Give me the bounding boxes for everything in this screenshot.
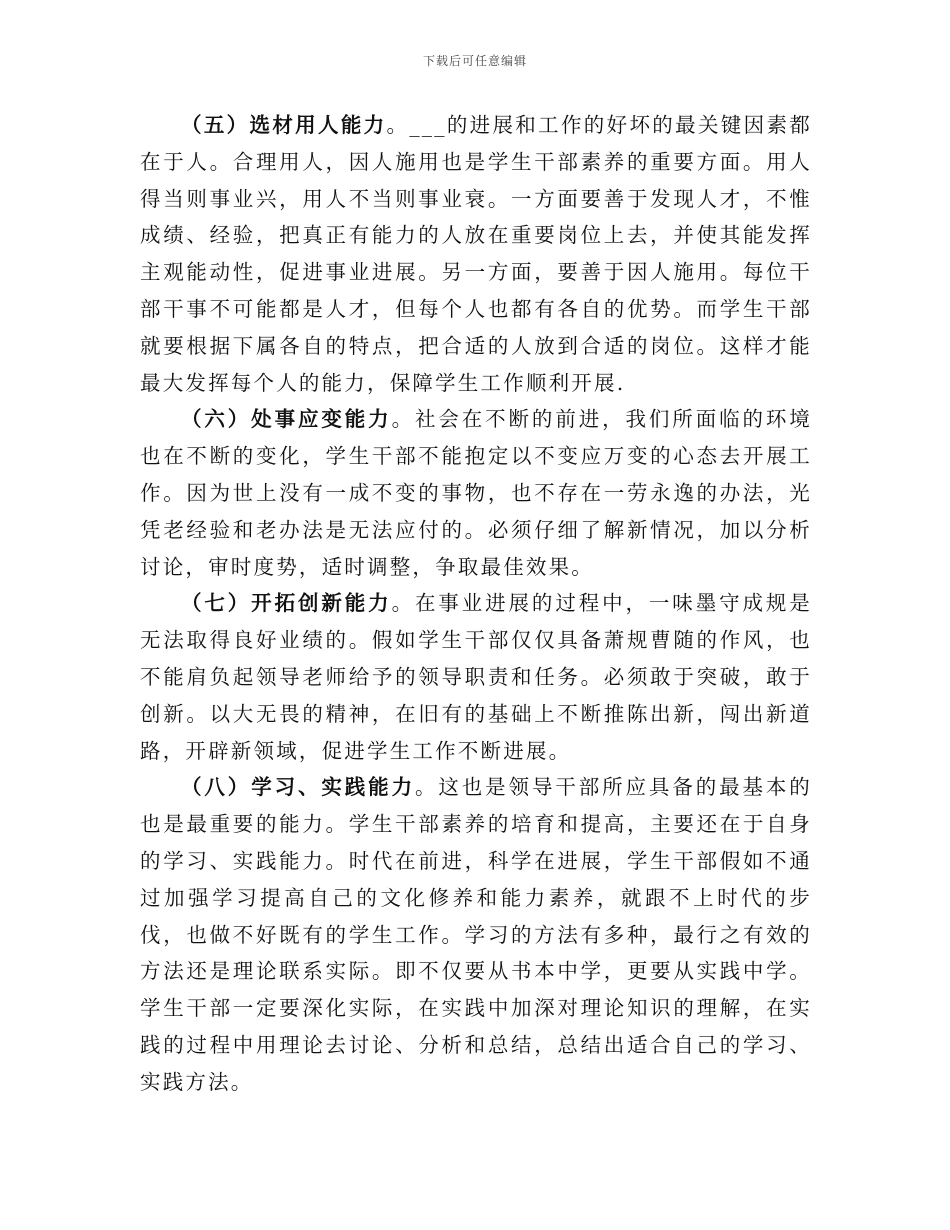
paragraph-seven — [140, 585, 812, 769]
paragraph-text: 。在事业进展的过程中，一味墨守成规是无法取得良好业绩的。假如学生干部仅仅具备萧规曹随的作风，也不能肩负起领导老师给予的领导职责和任务。必须敢于突破，敢于创新。以大无畏的精神，在旧有的基础上不断推陈出新，闯出新道路，开辟新领域，促进学生工作不断进展。 — [140, 591, 812, 763]
paragraph-eight — [140, 769, 812, 1100]
paragraph-heading: （六）处事应变能力 — [181, 407, 392, 432]
paragraph-five — [140, 107, 812, 401]
paragraph-text: 。这也是领导干部所应具备的最基本的也是最重要的能力。学生干部素养的培育和提高，主要还在于自身的学习、实践能力。时代在前进，科学在进展，学生干部假如不通过加强学习提高自己的文化修养和能力素养，就跟不上时代的步伐，也做不好既有的学生工作。学习的方法有多种，最行之有效的方法还是理论联系实际。即不仅要从书本中学，更要从实践中学。学生干部一定要深化实际，在实践中加深对理论知识的理解，在实践的过程中用理论去讨论、分析和总结，总结出适合自己的学习、实践方法。 — [140, 775, 813, 1094]
paragraph-text: 。社会在不断的前进，我们所面临的环境也在不断的变化，学生干部不能抱定以不变应万变的心态去开展工作。因为世上没有一成不变的事物，也不存在一劳永逸的办法，光凭老经验和老办法是无法应付的。必须仔细了解新情况，加以分析讨论，审时度势，适时调整，争取最佳效果。 — [140, 407, 812, 579]
page-header: 下载后可任意编辑 — [422, 54, 527, 68]
paragraph-heading: （八）学习、实践能力 — [181, 775, 415, 800]
document-body — [140, 107, 812, 1101]
paragraph-heading: （七）开拓创新能力 — [181, 591, 392, 616]
paragraph-six — [140, 401, 812, 585]
paragraph-heading: （五）选材用人能力 — [181, 113, 387, 137]
paragraph-text: 。___的进展和工作的好坏的最关键因素都在于人。合理用人，因人施用也是学生干部素养的重要方面。用人得当则事业兴，用人不当则事业衰。一方面要善于发现人才，不惟成绩、经验，把真正有能力的人放在重要岗位上去，并使其能发挥主观能动性，促进事业进展。另一方面，要善于因人施用。每位干部干事不可能都是人才，但每个人也都有各自的优势。而学生干部就要根据下属各自的特点，把合适的人放到合适的岗位。这样才能最大发挥每个人的能力，保障学生工作顺利开展. — [140, 113, 812, 395]
